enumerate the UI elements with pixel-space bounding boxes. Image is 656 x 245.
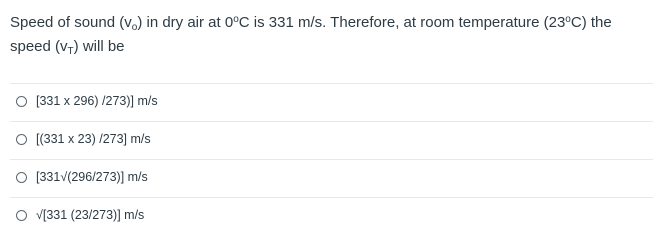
question-text-part: ) in dry air at 0 — [137, 14, 234, 31]
question-text-part: C) the speed (v — [10, 14, 612, 55]
question-text-part: Speed of sound (v — [10, 14, 132, 31]
question-text-part: ) will be — [73, 38, 125, 55]
radio-button-icon[interactable] — [16, 96, 27, 107]
divider — [10, 121, 653, 122]
answer-option-4[interactable] — [16, 205, 144, 225]
degree-superscript: o — [565, 14, 571, 25]
answer-label: [331 x 296) /273)] m/s — [36, 94, 158, 108]
answer-option-1[interactable] — [16, 91, 158, 111]
radio-button-icon[interactable] — [16, 134, 27, 145]
degree-superscript: o — [233, 14, 239, 25]
divider — [10, 159, 653, 160]
answer-option-3[interactable] — [16, 167, 148, 187]
divider — [10, 83, 653, 84]
radio-button-icon[interactable] — [16, 210, 27, 221]
question-text-part: C is 331 m/s. Therefore, at room temperature (23 — [238, 14, 566, 31]
answer-label: √[331 (23/273)] m/s — [36, 208, 145, 222]
question-text — [10, 11, 650, 59]
answer-option-2[interactable] — [16, 129, 151, 149]
subscript-t: T — [67, 46, 74, 57]
subscript-o: o — [131, 22, 138, 33]
answer-label: [(331 x 23) /273] m/s — [36, 132, 151, 146]
radio-button-icon[interactable] — [16, 172, 27, 183]
divider — [10, 197, 653, 198]
answer-label: [331√(296/273)] m/s — [36, 170, 148, 184]
